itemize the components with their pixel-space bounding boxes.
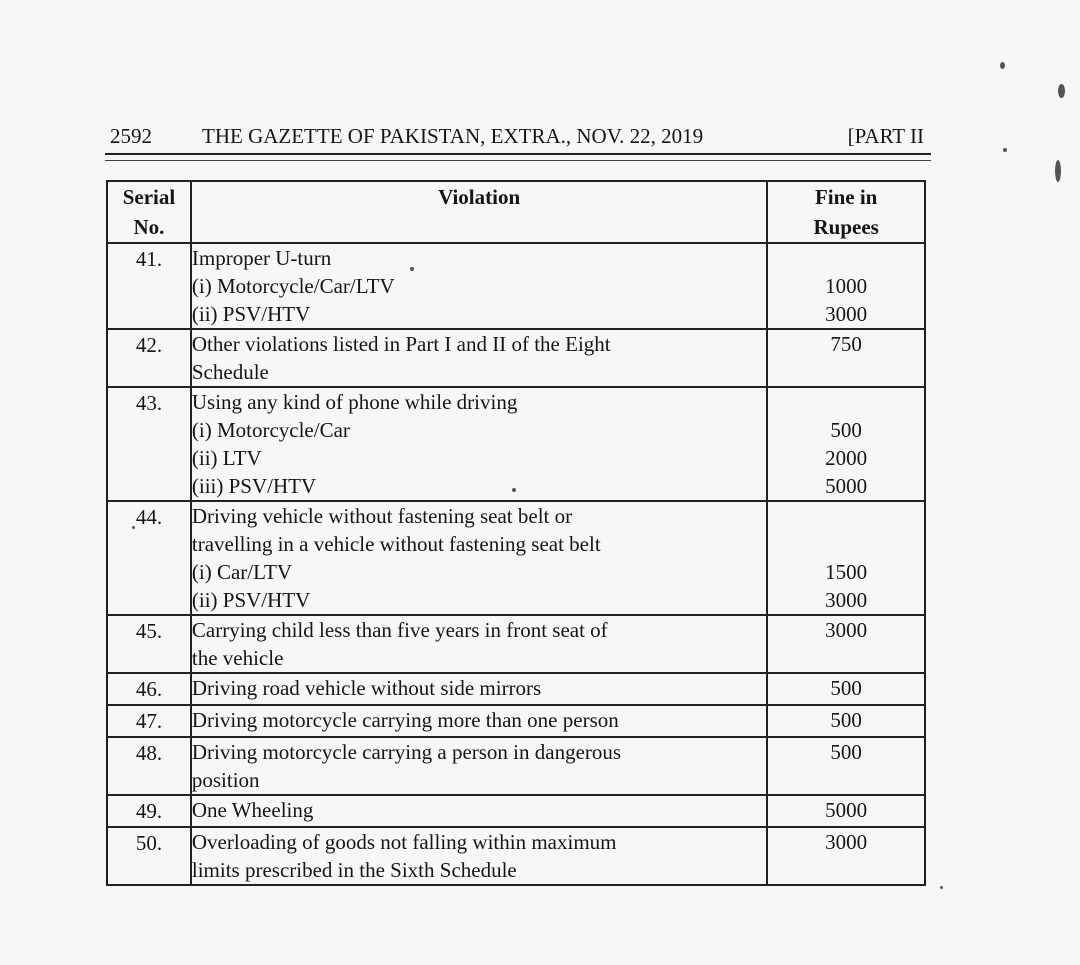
fine-line: 500 [830, 740, 862, 764]
fine-line: 5000 [825, 798, 868, 822]
violation-line: (ii) LTV [191, 446, 262, 470]
page-number: 2592 [110, 124, 152, 148]
fine-amount [767, 329, 925, 387]
table-row [107, 501, 925, 615]
violation-description [191, 737, 767, 795]
table-row [107, 243, 925, 329]
fine-amount [767, 615, 925, 673]
violation-line: (i) Motorcycle/Car/LTV [191, 274, 395, 298]
fine-line: 3000 [825, 588, 868, 612]
violation-line: the vehicle [191, 646, 284, 670]
header-rule [105, 153, 931, 155]
fines-table [106, 180, 926, 886]
column-header-violation: Violation [191, 181, 767, 243]
violation-line: (i) Car/LTV [191, 560, 292, 584]
fine-line: 1000 [825, 274, 868, 298]
serial-number: 45. [107, 615, 191, 673]
serial-number: 49. [107, 795, 191, 827]
fine-line: 5000 [825, 474, 868, 498]
violation-line: Overloading of goods not falling within maximum [191, 830, 617, 854]
table-header-row [107, 181, 925, 243]
column-header-fine: Fine in Rupees [767, 181, 925, 243]
gazette-header [110, 124, 930, 154]
serial-number: 43. [107, 387, 191, 501]
fine-line: 3000 [825, 302, 868, 326]
serial-number: 47. [107, 705, 191, 737]
serial-number: 46. [107, 673, 191, 705]
violation-line: Using any kind of phone while driving [191, 390, 518, 414]
header-rule-thin [105, 160, 931, 161]
fine-line: 2000 [825, 446, 868, 470]
fine-amount [767, 243, 925, 329]
violation-line: travelling in a vehicle without fastening seat belt [191, 532, 601, 556]
violation-line: Improper U-turn [191, 246, 332, 270]
fine-amount [767, 795, 925, 827]
violation-line: Driving road vehicle without side mirrors [191, 676, 542, 700]
fine-line [768, 358, 924, 386]
violation-description [191, 795, 767, 827]
violation-line: Schedule [191, 360, 269, 384]
serial-number: 50. [107, 827, 191, 885]
fine-line: 500 [830, 676, 862, 700]
part-label: [PART II [847, 124, 924, 148]
table-row [107, 705, 925, 737]
fine-line: 500 [830, 708, 862, 732]
violation-description [191, 501, 767, 615]
violation-line: Carrying child less than five years in front seat of [191, 618, 608, 642]
serial-number: 41. [107, 243, 191, 329]
violation-line: One Wheeling [191, 798, 314, 822]
fine-line [768, 388, 924, 416]
fine-amount [767, 705, 925, 737]
violation-line: (ii) PSV/HTV [191, 302, 311, 326]
fine-line [768, 244, 924, 272]
fine-line [768, 530, 924, 558]
fine-line [768, 644, 924, 672]
fine-amount [767, 827, 925, 885]
fine-line: 3000 [825, 830, 868, 854]
serial-number: 42. [107, 329, 191, 387]
fine-line [768, 856, 924, 884]
table-row [107, 673, 925, 705]
violation-line: Other violations listed in Part I and II of the Eight [191, 332, 611, 356]
fine-line: 500 [830, 418, 862, 442]
fine-line [768, 766, 924, 794]
serial-number: 44. [107, 501, 191, 615]
column-header-serial: Serial No. [107, 181, 191, 243]
table-row [107, 827, 925, 885]
violation-description [191, 827, 767, 885]
violation-description [191, 243, 767, 329]
violation-description [191, 673, 767, 705]
fine-amount [767, 387, 925, 501]
serial-number: 48. [107, 737, 191, 795]
table-row [107, 795, 925, 827]
table-row [107, 737, 925, 795]
table-row [107, 387, 925, 501]
violation-line: position [191, 768, 260, 792]
violation-description [191, 705, 767, 737]
violation-line: (ii) PSV/HTV [191, 588, 311, 612]
violation-line: limits prescribed in the Sixth Schedule [191, 858, 517, 882]
violation-line: (i) Motorcycle/Car [191, 418, 350, 442]
fine-line: 750 [830, 332, 862, 356]
violation-description [191, 329, 767, 387]
table-row [107, 329, 925, 387]
fine-line: 3000 [825, 618, 868, 642]
gazette-title: THE GAZETTE OF PAKISTAN, EXTRA., NOV. 22, 2019 [202, 124, 704, 148]
violation-line: Driving vehicle without fastening seat belt or [191, 504, 573, 528]
fine-amount [767, 501, 925, 615]
violation-line: (iii) PSV/HTV [191, 474, 317, 498]
violation-line: Driving motorcycle carrying a person in dangerous [191, 740, 622, 764]
fine-amount [767, 673, 925, 705]
fine-line: 1500 [825, 560, 868, 584]
table-row [107, 615, 925, 673]
violation-line: Driving motorcycle carrying more than one person [191, 708, 619, 732]
fine-line [768, 502, 924, 530]
fine-amount [767, 737, 925, 795]
violation-description [191, 387, 767, 501]
violation-description [191, 615, 767, 673]
